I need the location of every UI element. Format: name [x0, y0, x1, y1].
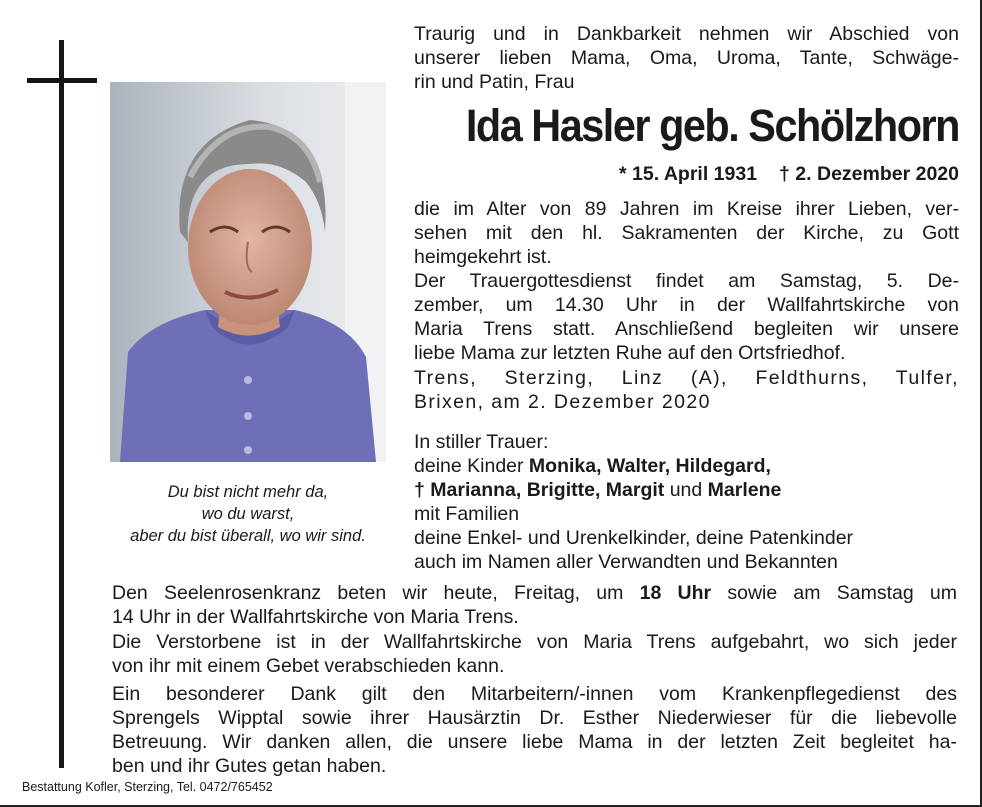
intro-line: unserer lieben Mama, Oma, Uroma, Tante, Schwäge- [414, 47, 959, 69]
children-names: Monika, Walter, Hildegard, [528, 455, 771, 477]
body-line: zember, um 14.30 Uhr in der Wallfahrtskirche von [414, 294, 959, 316]
body-line: Maria Trens statt. Anschließend begleiten wir unsere [414, 318, 959, 340]
place-date [414, 366, 959, 414]
thanks-line: Sprengels Wipptal sowie ihrer Hausärztin Dr. Esther Niederwieser für die liebevolle [112, 707, 957, 729]
cross-icon-bar [27, 78, 97, 83]
body-line: liebe Mama zur letzten Ruhe auf den Ortsfriedhof. [414, 342, 846, 364]
mourners-children [414, 454, 959, 478]
mourners-families: mit Familien [414, 503, 520, 525]
intro-text [414, 22, 959, 94]
quote-line: aber du bist überall, wo wir sind. [130, 527, 366, 545]
rosary-text [112, 581, 957, 629]
mourners-list [414, 430, 959, 574]
life-dates [414, 162, 959, 186]
quote-line: wo du warst, [201, 505, 295, 523]
place-line: Trens, Sterzing, Linz (A), Feldthurns, Tulfer, [414, 367, 959, 389]
intro-line: rin und Patin, Frau [414, 71, 575, 93]
portrait-illustration [110, 82, 386, 462]
rosary-line [112, 581, 957, 605]
announcement-text [414, 197, 959, 365]
deceased-name: Ida Hasler geb. Schölzhorn [465, 100, 959, 151]
body-line: Der Trauergottesdienst findet am Samstag, 5. De- [414, 270, 959, 292]
children-last: Marlene [707, 479, 782, 501]
laid-out-text [112, 630, 957, 678]
thanks-line: Ein besonderer Dank gilt den Mitarbeitern/-innen vom Krankenpflegedienst des [112, 683, 957, 705]
thanks-text [112, 682, 957, 778]
rosary-text-part: Den Seelenrosenkranz beten wir heute, Freitag, um [112, 582, 640, 604]
memorial-quote [100, 481, 396, 547]
thanks-line: Betreuung. Wir danken allen, die unsere liebe Mama in der letzten Zeit begleitet ha- [112, 731, 957, 753]
thanks-line: ben und ihr Gutes getan haben. [112, 755, 387, 777]
children-names-2: † Marianna, Brigitte, Margit [414, 479, 665, 501]
mourners-heading: In stiller Trauer: [414, 431, 549, 453]
portrait-photo [110, 82, 386, 462]
rosary-line: 14 Uhr in der Wallfahrtskirche von Maria Trens. [112, 606, 519, 628]
cross-icon [59, 40, 64, 768]
funeral-home-credit: Bestattung Kofler, Sterzing, Tel. 0472/765452 [22, 780, 273, 794]
rosary-text-part: sowie am Samstag um [711, 582, 957, 604]
body-line: heimgekehrt ist. [414, 246, 552, 268]
rosary-time: 18 Uhr [639, 582, 712, 604]
mourners-relatives: auch im Namen aller Verwandten und Bekannten [414, 551, 838, 573]
place-line: Brixen, am 2. Dezember 2020 [414, 391, 711, 413]
laid-out-line: von ihr mit einem Gebet verabschieden kann. [112, 655, 505, 677]
laid-out-line: Die Verstorbene ist in der Wallfahrtskirche von Maria Trens aufgebahrt, wo sich jeder [112, 631, 957, 653]
mourners-children-2 [414, 478, 959, 502]
body-line: sehen mit den hl. Sakramenten der Kirche, zu Gott [414, 222, 959, 244]
quote-line: Du bist nicht mehr da, [167, 483, 329, 501]
body-line: die im Alter von 89 Jahren im Kreise ihrer Lieben, ver- [414, 198, 959, 220]
mourners-grandchildren: deine Enkel- und Urenkelkinder, deine Patenkinder [414, 527, 854, 549]
death-date: † 2. Dezember 2020 [779, 163, 959, 185]
birth-date: * 15. April 1931 [619, 163, 758, 185]
intro-line: Traurig und in Dankbarkeit nehmen wir Abschied von [414, 23, 959, 45]
children-prefix: deine Kinder [414, 455, 529, 477]
and-word: und [664, 479, 708, 501]
